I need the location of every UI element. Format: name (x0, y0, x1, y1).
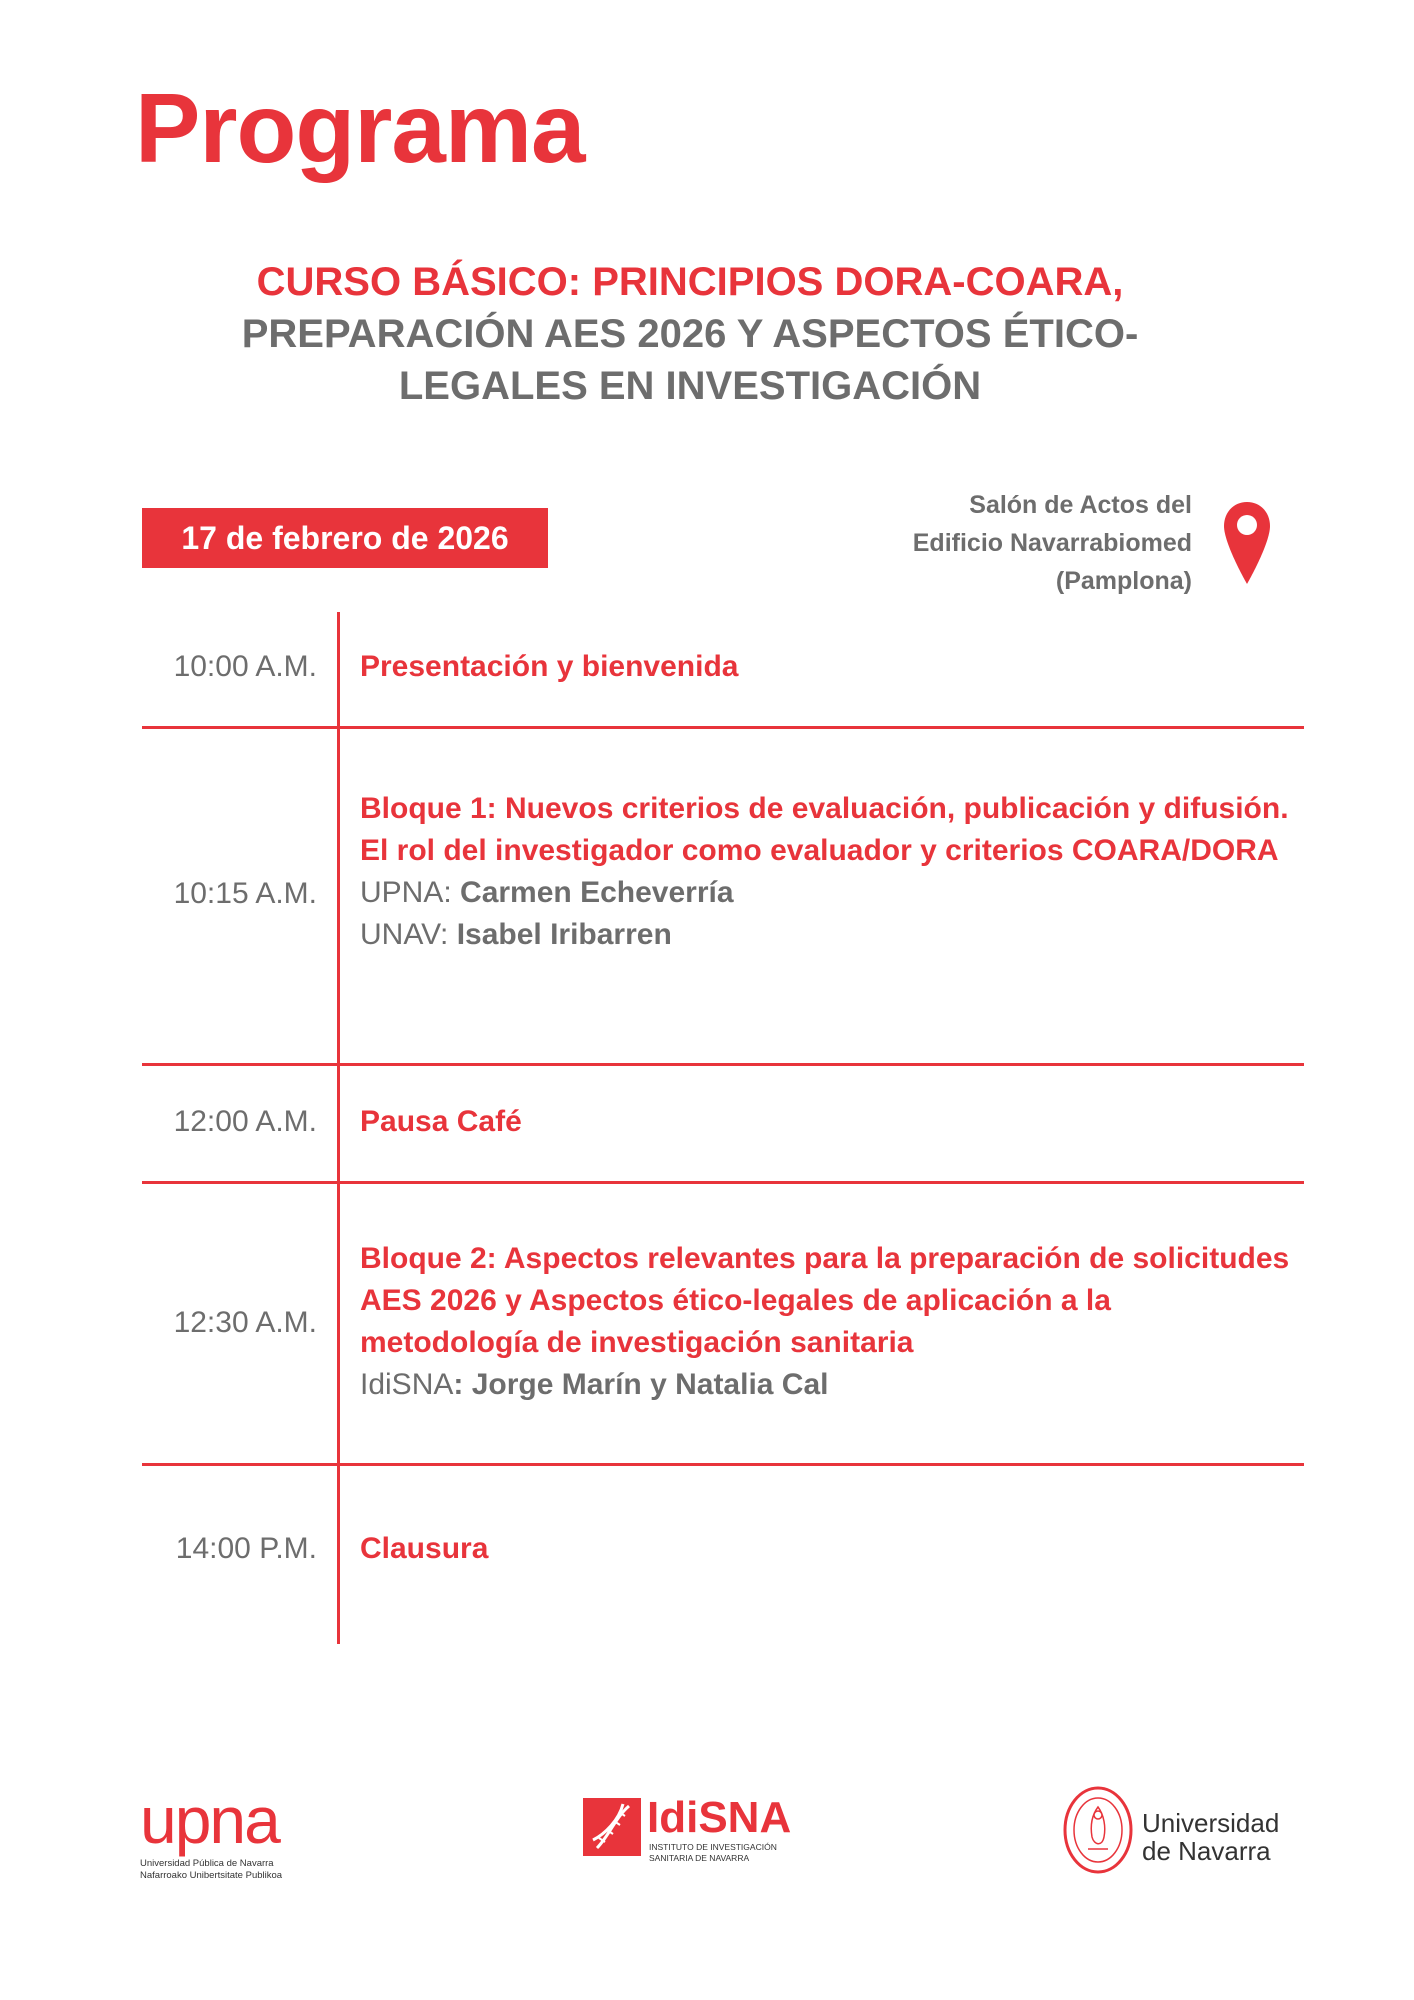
course-title-line-3: LEGALES EN INVESTIGACIÓN (398, 364, 982, 408)
speaker-org: IdiSNA (360, 1368, 454, 1401)
schedule-time: 12:30 A.M. (173, 1306, 317, 1339)
date-badge: 17 de febrero de 2026 (142, 508, 548, 568)
unav-name-line-2: de Navarra (1142, 1836, 1271, 1866)
upna-subtitle-2: Nafarroako Unibertsitate Publikoa (140, 1870, 283, 1881)
venue (913, 486, 1192, 600)
schedule-item (360, 646, 1290, 688)
university-seal-icon (1062, 1785, 1134, 1875)
upna-subtitle-1: Universidad Pública de Navarra (140, 1858, 274, 1869)
upna-logo (140, 1783, 283, 1882)
idisna-wordmark: IdiSNA (647, 1793, 792, 1842)
location-pin-icon (1222, 500, 1272, 586)
upna-wordmark: upna (140, 1783, 279, 1857)
schedule-title: Bloque 2: Aspectos relevantes para la preparación de solicitudes AES 2026 y Aspectos ético-legales de aplicación a la metodología de investigación sanitaria (360, 1242, 1290, 1359)
schedule-item (360, 1528, 1290, 1570)
speaker-name: : Jorge Marín y Natalia Cal (453, 1368, 829, 1401)
speaker-name: Isabel Iribarren (456, 918, 672, 951)
schedule-item (360, 788, 1290, 956)
venue-line-2: Edificio Navarrabiomed (912, 529, 1192, 557)
speaker-line (360, 872, 1290, 914)
row-divider (142, 1063, 1304, 1066)
speaker-line (360, 914, 1290, 956)
schedule-time: 10:15 A.M. (173, 877, 317, 910)
schedule-title: Pausa Café (360, 1105, 522, 1138)
schedule-title: Bloque 1: Nuevos criterios de evaluación, publicación y difusión. El rol del investigador como evaluador y criterios COARA/DORA (360, 792, 1289, 867)
speaker-org: UNAV: (360, 918, 457, 951)
venue-line-3: (Pamplona) (1055, 567, 1192, 595)
idisna-subtitle-1: INSTITUTO DE INVESTIGACIÓN (649, 1842, 777, 1852)
schedule-title: Presentación y bienvenida (360, 650, 739, 683)
speaker-org: UPNA: (360, 876, 461, 909)
row-divider (142, 726, 1304, 729)
unav-name-line-1: Universidad (1142, 1808, 1280, 1838)
schedule-time: 10:00 A.M. (173, 650, 317, 683)
venue-line-1: Salón de Actos del (969, 491, 1192, 519)
schedule-item (360, 1238, 1290, 1406)
timeline-vertical-divider (337, 612, 340, 1644)
dna-icon (583, 1798, 641, 1856)
schedule-title: Clausura (360, 1532, 489, 1565)
schedule-time: 12:00 A.M. (173, 1105, 317, 1138)
course-title (140, 256, 1240, 412)
speaker-line (360, 1364, 1290, 1406)
page-title: Programa (135, 73, 585, 183)
course-title-line-1: CURSO BÁSICO: PRINCIPIOS DORA-COARA, (256, 260, 1124, 304)
idisna-subtitle-2: SANITARIA DE NAVARRA (649, 1853, 750, 1863)
row-divider (142, 1181, 1304, 1184)
course-title-line-2: PREPARACIÓN AES 2026 Y ASPECTOS ÉTICO- (241, 312, 1139, 356)
row-divider (142, 1463, 1304, 1466)
speaker-name: Carmen Echeverría (460, 876, 734, 909)
schedule-item (360, 1101, 1290, 1143)
schedule-time: 14:00 P.M. (175, 1532, 317, 1565)
